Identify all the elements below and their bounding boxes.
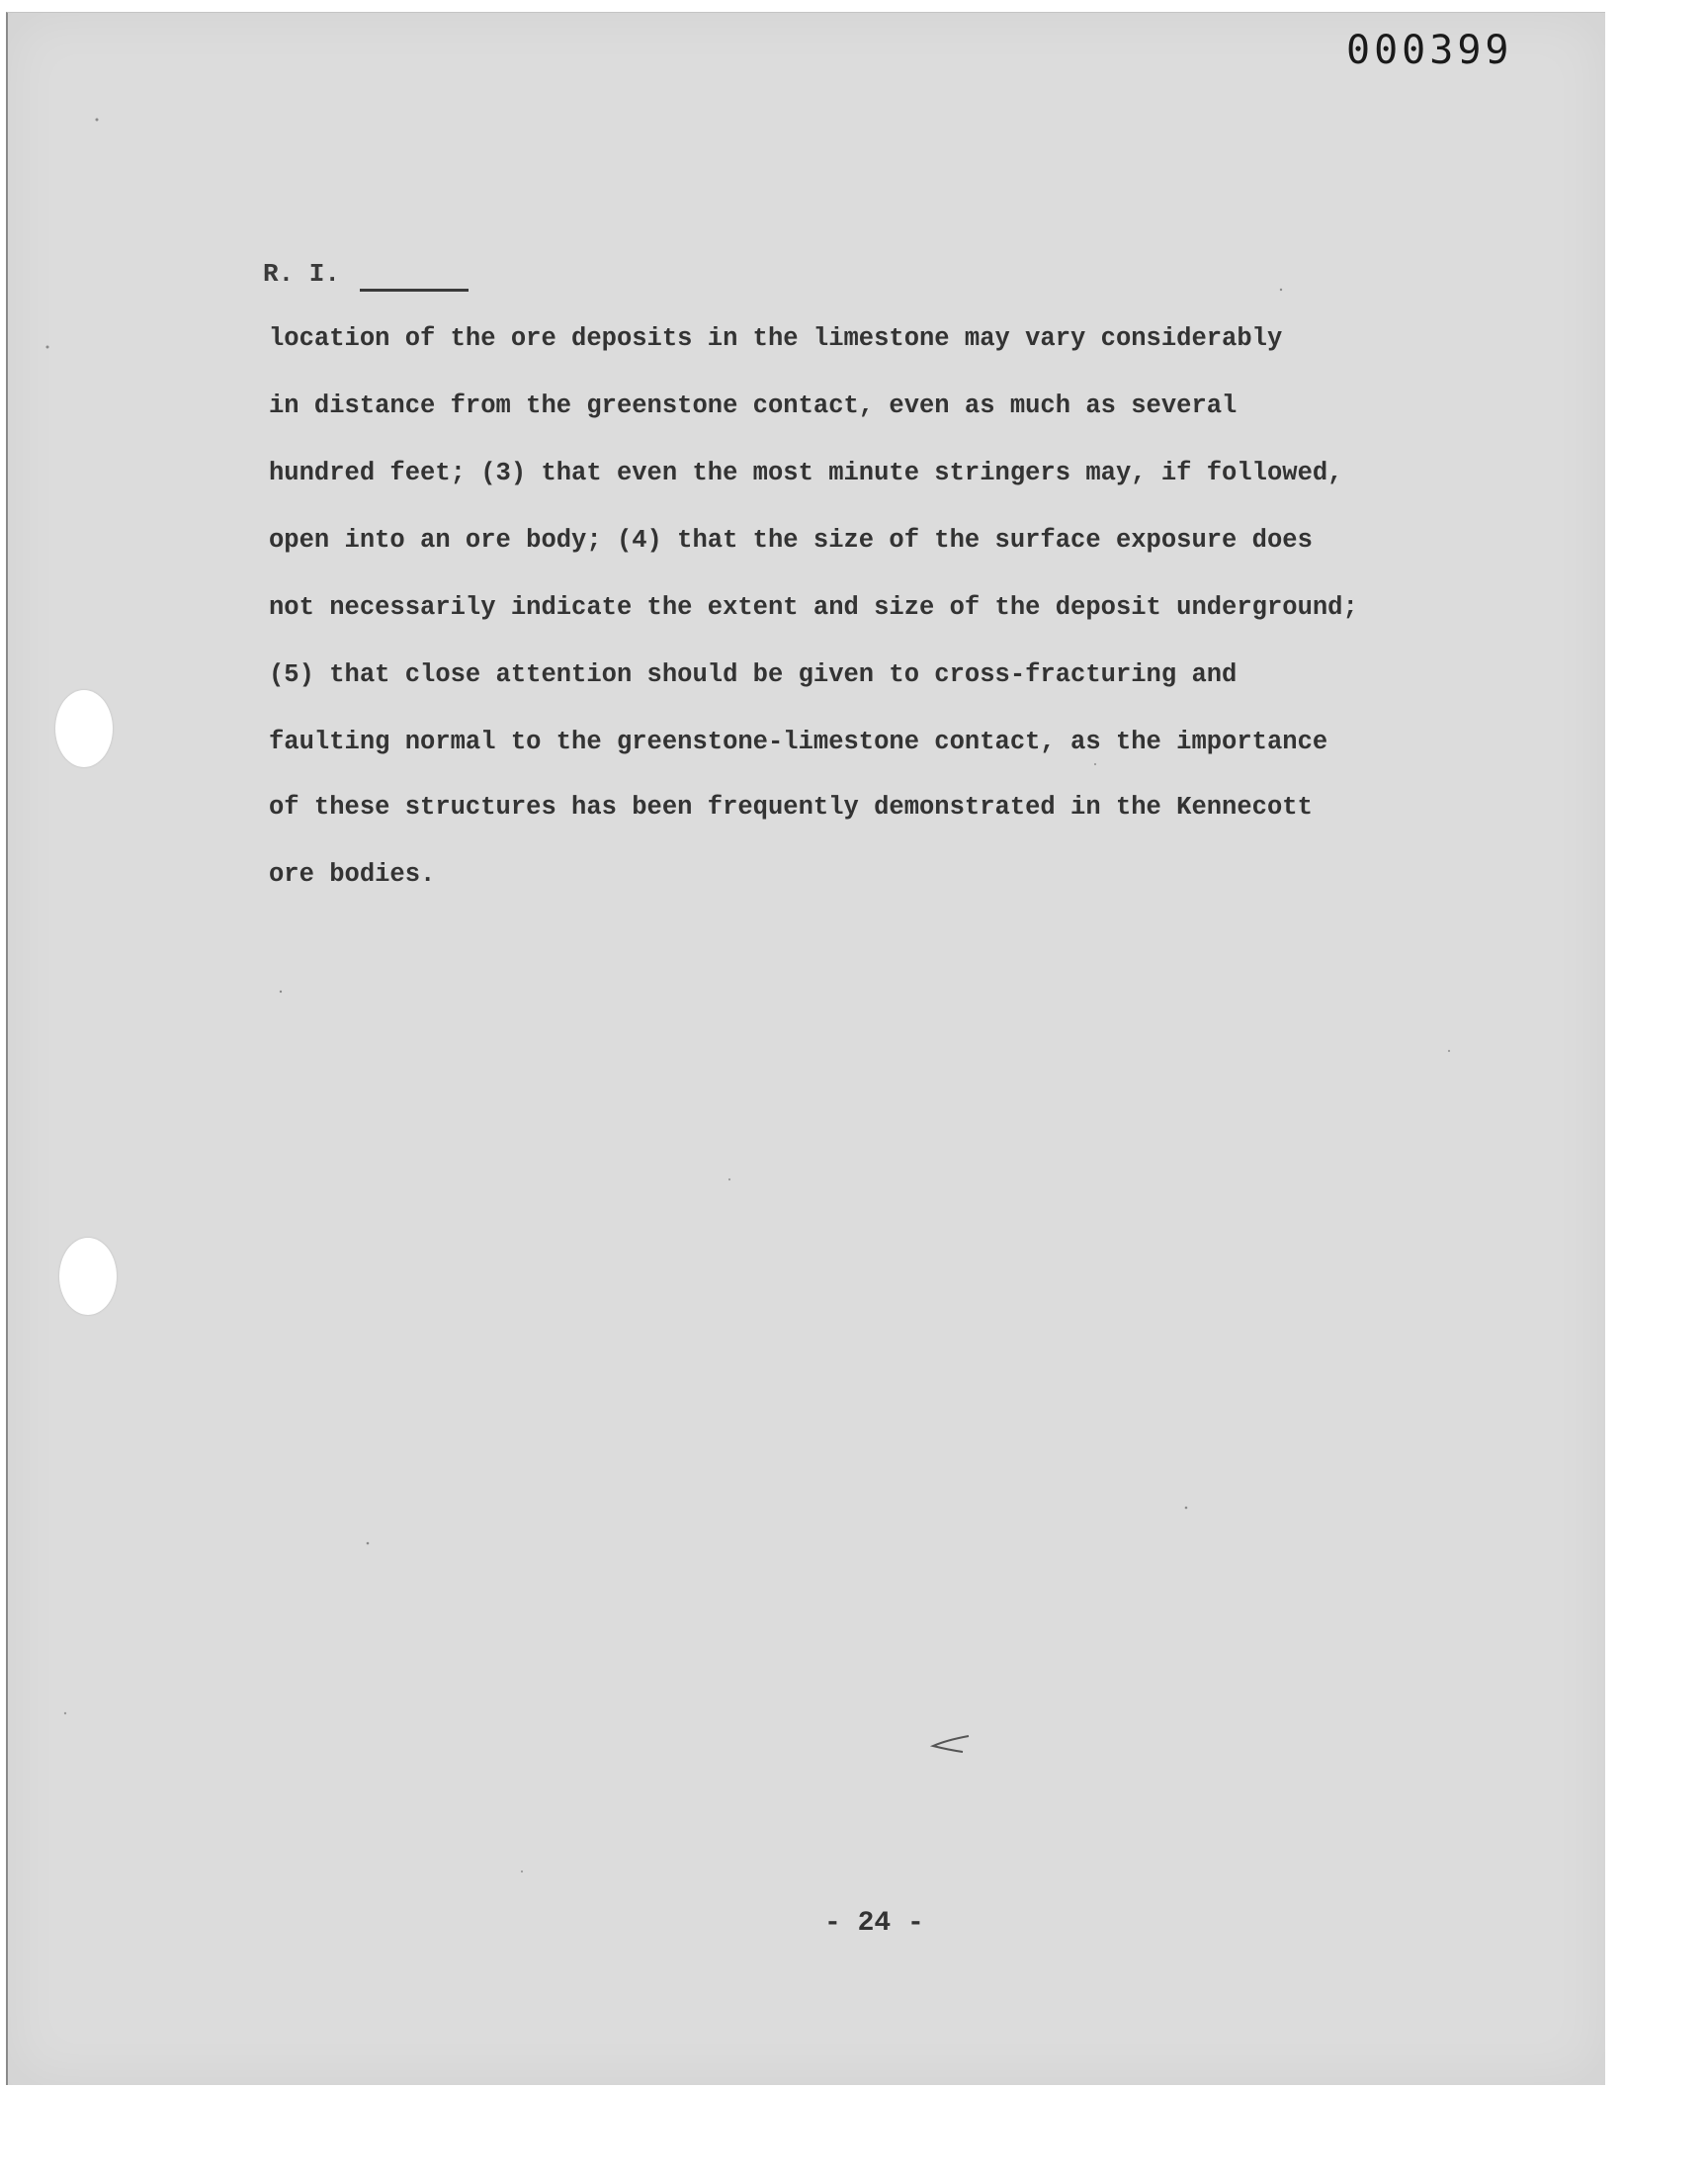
body-line: of these structures has been frequently demonstrated in the Kennecott: [269, 793, 1313, 822]
body-line: location of the ore deposits in the limestone may vary considerably: [269, 324, 1283, 353]
body-line: in distance from the greenstone contact, even as much as several: [269, 392, 1238, 420]
body-line: open into an ore body; (4) that the size of the surface exposure does: [269, 526, 1313, 555]
body-line: (5) that close attention should be given to cross-fracturing and: [269, 660, 1238, 689]
body-line: ore bodies.: [269, 860, 436, 889]
body-line: faulting normal to the greenstone-limestone contact, as the importance: [269, 728, 1328, 756]
punch-hole-top: [55, 690, 113, 767]
body-line: not necessarily indicate the extent and size of the deposit underground;: [269, 593, 1358, 622]
body-line: hundred feet; (3) that even the most minute stringers may, if followed,: [269, 459, 1343, 487]
paper-sheet: [6, 12, 1605, 2085]
ri-number-blank: [360, 289, 469, 292]
ri-label: R. I.: [263, 259, 341, 289]
page-number: - 24 -: [824, 1908, 924, 1939]
document-number-stamp: 000399: [1346, 28, 1513, 73]
punch-hole-bottom: [59, 1238, 117, 1315]
pencil-check-mark: [929, 1732, 973, 1756]
